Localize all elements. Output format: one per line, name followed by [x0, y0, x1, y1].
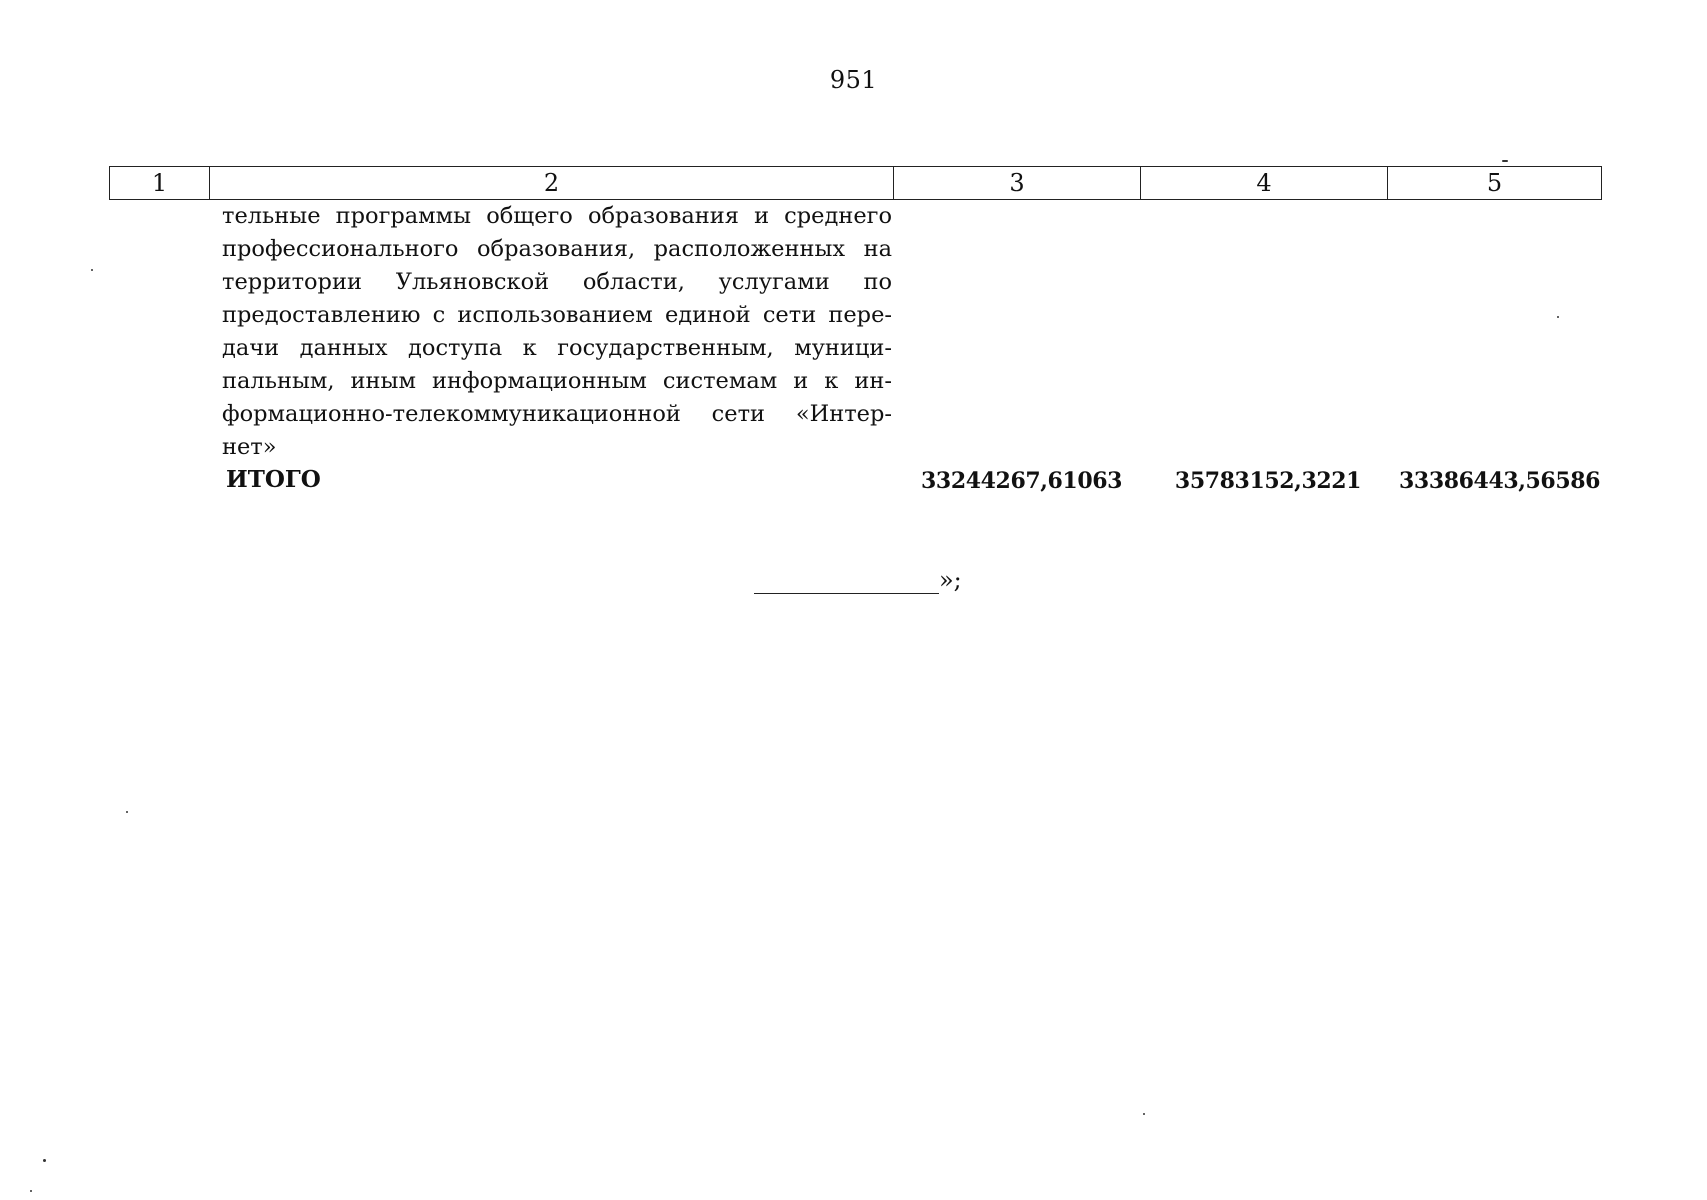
scan-speck [43, 1159, 46, 1162]
closing-rule [754, 571, 939, 594]
header-cell-2: 2 [210, 167, 894, 200]
description-line: формационно-телекоммуникационной сети «Интер- [222, 401, 892, 427]
scan-speck [30, 1190, 32, 1192]
description-line: тельные программы общего образования и среднего [222, 203, 892, 229]
description-text [222, 200, 892, 464]
scan-speck [1557, 316, 1559, 318]
description-line: территории Ульяновской области, услугами по [222, 269, 892, 295]
total-row [109, 466, 1601, 502]
header-row [110, 167, 1602, 200]
closing-line [754, 566, 962, 594]
header-cell-1: 1 [110, 167, 210, 200]
scan-speck [1502, 160, 1508, 162]
description-line: профессионального образования, расположенных на [222, 236, 892, 262]
header-cell-3: 3 [894, 167, 1141, 200]
total-label: ИТОГО [226, 466, 321, 493]
total-value-col5: 33386443,56586 [1399, 468, 1601, 494]
total-value-col4: 35783152,3221 [1174, 468, 1362, 494]
header-cell-5: 5 [1388, 167, 1602, 200]
scan-speck [91, 269, 93, 271]
scan-speck [1143, 1113, 1145, 1115]
total-value-col3: 33244267,61063 [921, 468, 1123, 494]
scan-speck [126, 811, 128, 813]
description-line: дачи данных доступа к государственным, муници- [222, 335, 892, 361]
description-line: нет» [222, 434, 277, 460]
closing-mark: »; [939, 566, 962, 594]
header-cell-4: 4 [1141, 167, 1388, 200]
page-number: 951 [829, 66, 878, 94]
table-header [109, 166, 1601, 200]
description-line: пальным, иным информационным системам и к ин- [222, 368, 892, 394]
description-line: предоставлению с использованием единой сети пере- [222, 302, 892, 328]
